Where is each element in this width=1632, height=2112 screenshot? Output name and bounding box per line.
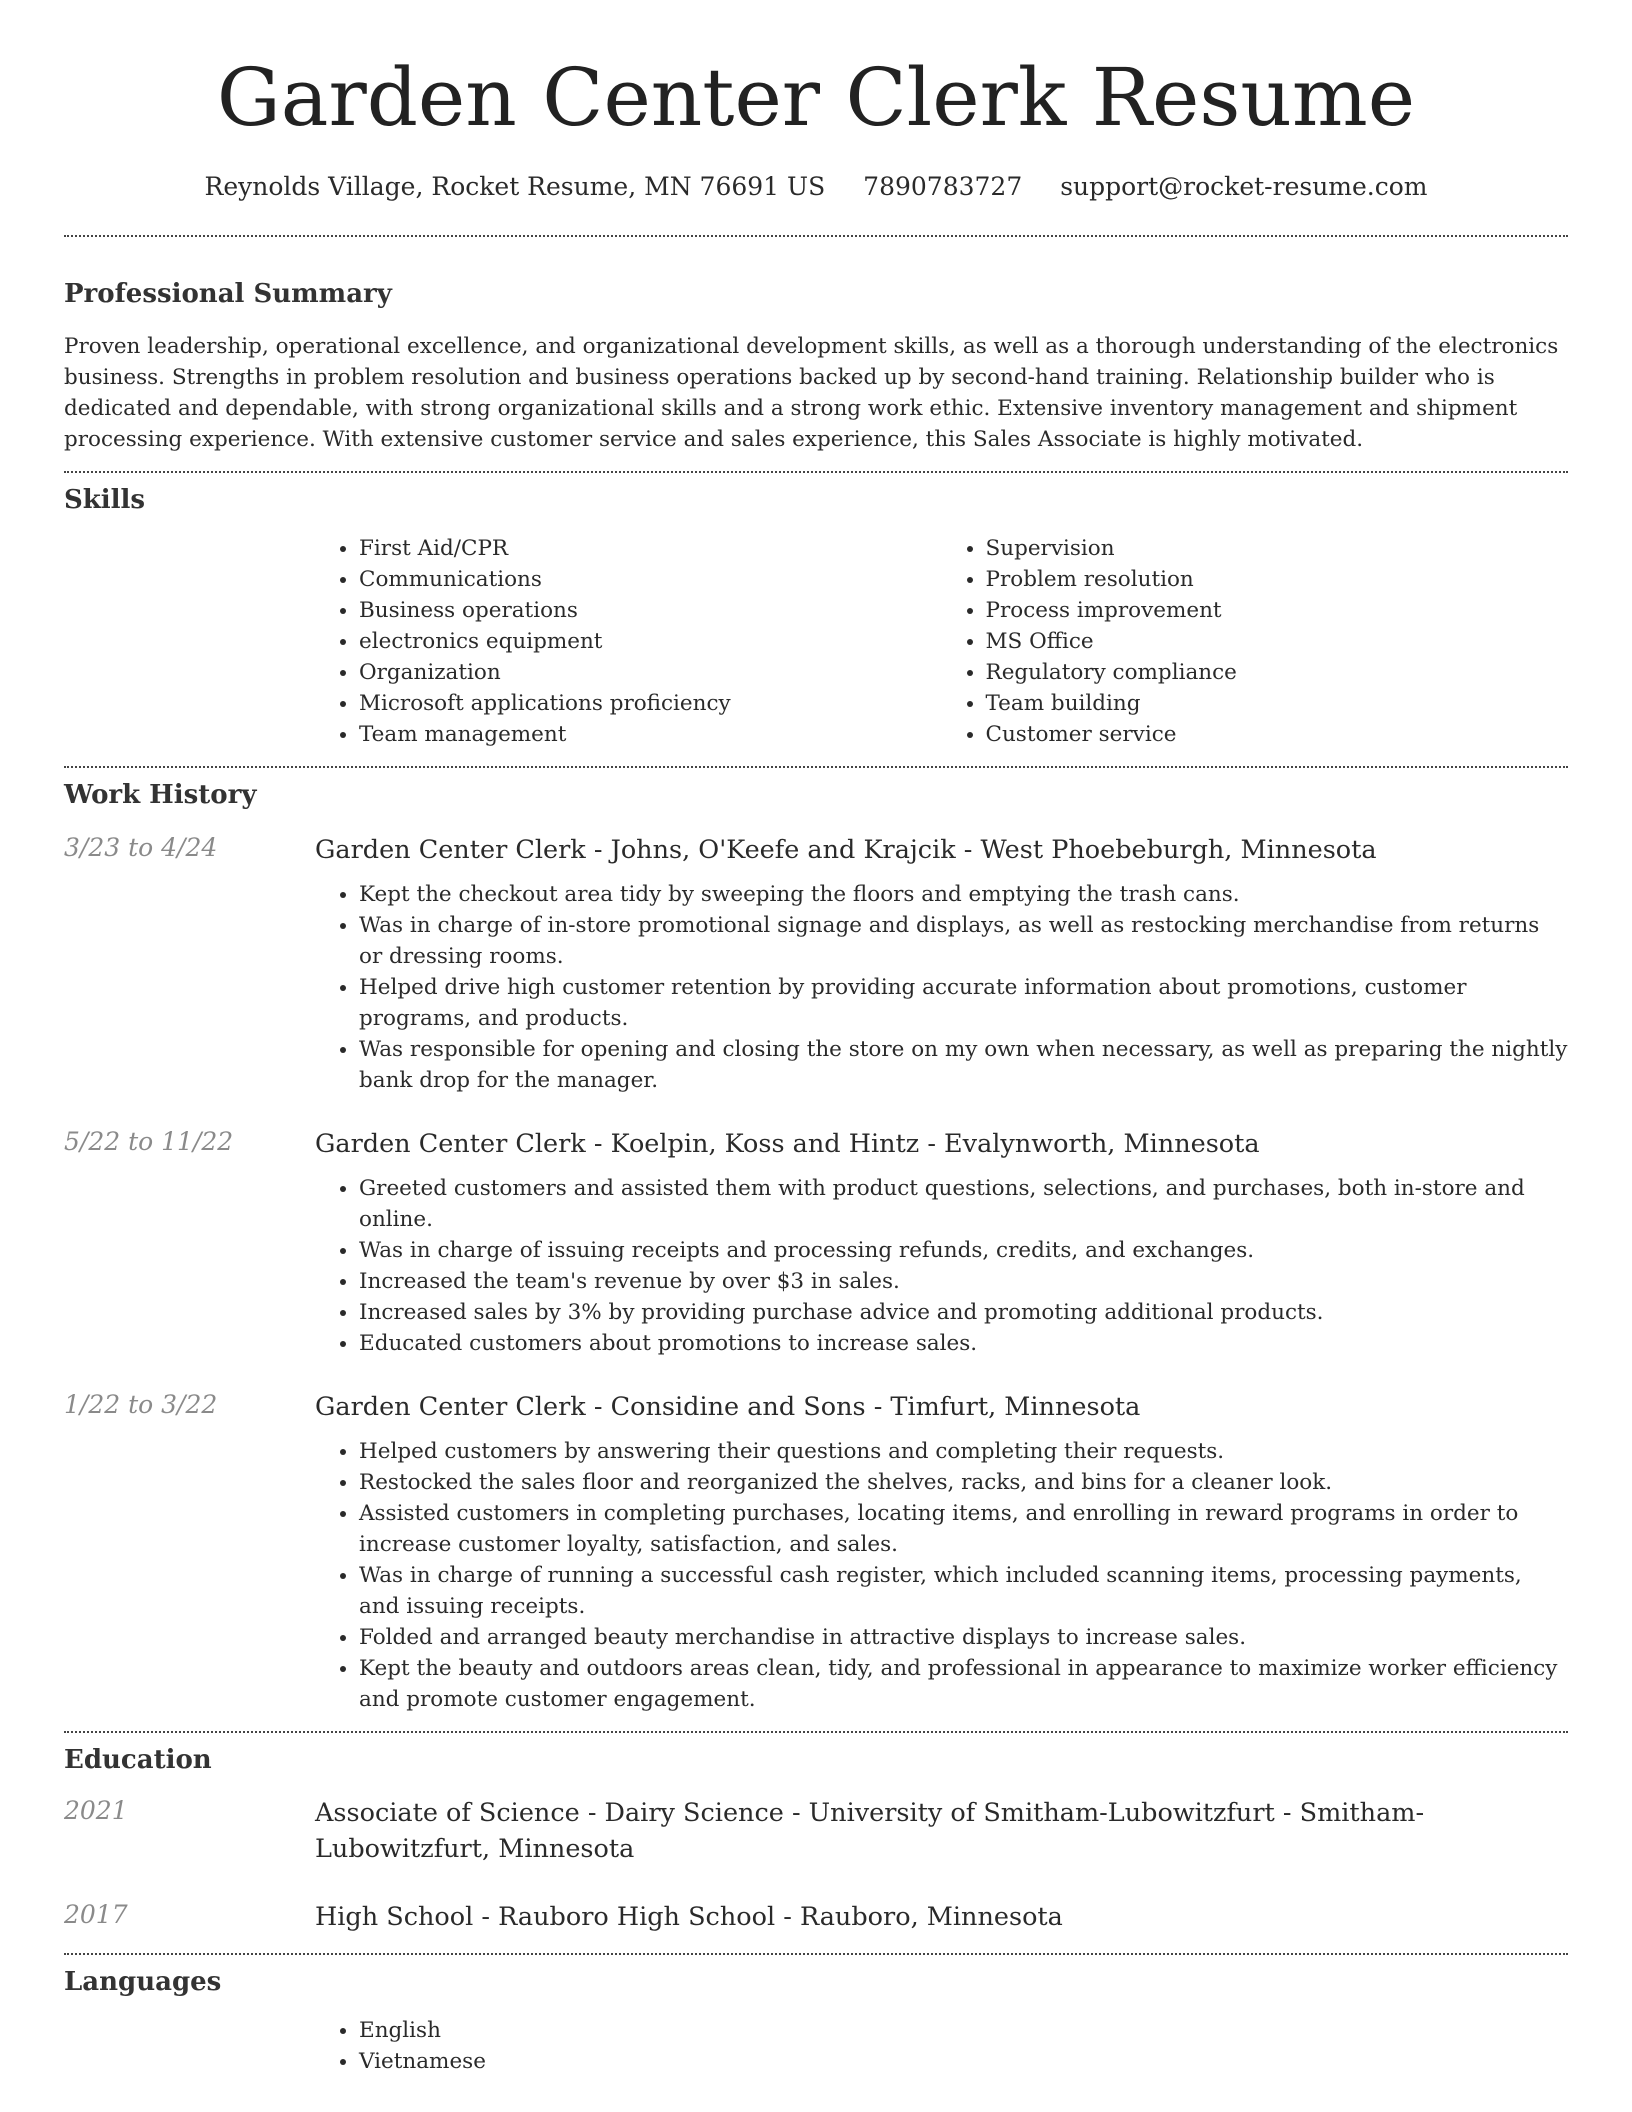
job-title: Garden Center Clerk - Considine and Sons - Timfurt, Minnesota (315, 1392, 1141, 1422)
language-item: • Vietnamese (359, 2046, 1568, 2077)
job-dates: 5/22 to 11/22 (64, 1127, 234, 1156)
section-divider (64, 766, 1568, 768)
section-divider (64, 235, 1568, 237)
job-bullet: • Was in charge of running a successful cash register, which included scanning items, processing payments, and issuing receipts. (359, 1560, 1568, 1622)
skill-item: • Regulatory compliance (986, 657, 1569, 688)
contact-email: support@rocket-resume.com (1060, 172, 1428, 201)
work-heading: Work History (64, 780, 257, 810)
job-bullet: • Was responsible for opening and closing the store on my own when necessary, as well as preparing the nightly bank drop for the manager. (359, 1034, 1568, 1096)
skills-heading: Skills (64, 485, 146, 515)
job-bullet: • Greeted customers and assisted them with product questions, selections, and purchases, both in-store and online. (359, 1173, 1568, 1235)
job-bullets (315, 879, 1568, 1096)
contact-line (64, 172, 1568, 201)
job-entry (64, 832, 1568, 1096)
skill-item: • electronics equipment (359, 626, 942, 657)
skill-item: • Customer service (986, 719, 1569, 750)
job-bullet: • Helped drive high customer retention by providing accurate information about promotions, customer programs, and products. (359, 972, 1568, 1034)
skill-item: • Problem resolution (986, 564, 1569, 595)
education-heading: Education (64, 1745, 212, 1775)
education-entry (64, 1795, 1568, 1867)
skills-column-left (315, 533, 942, 750)
skill-item: • Team building (986, 688, 1569, 719)
job-bullet: • Restocked the sales floor and reorganized the shelves, racks, and bins for a cleaner look. (359, 1467, 1568, 1498)
education-year: 2021 (64, 1796, 128, 1825)
skill-item: • Microsoft applications proficiency (359, 688, 942, 719)
language-item: • English (359, 2015, 1568, 2046)
section-divider (64, 471, 1568, 473)
skill-item: • Team management (359, 719, 942, 750)
skills-list (315, 533, 1568, 750)
job-bullets (315, 1173, 1568, 1359)
skill-item: • Supervision (986, 533, 1569, 564)
languages-heading: Languages (64, 1967, 222, 1997)
skill-item: • Process improvement (986, 595, 1569, 626)
job-bullet: • Increased the team's revenue by over $3 in sales. (359, 1266, 1568, 1297)
skill-item: • Organization (359, 657, 942, 688)
job-title: Garden Center Clerk - Koelpin, Koss and Hintz - Evalynworth, Minnesota (315, 1129, 1260, 1159)
job-bullet: • Educated customers about promotions to increase sales. (359, 1328, 1568, 1359)
job-bullet: • Folded and arranged beauty merchandise in attractive displays to increase sales. (359, 1622, 1568, 1653)
languages-list (315, 2015, 1568, 2077)
job-bullet: • Assisted customers in completing purchases, locating items, and enrolling in reward programs in order to increase customer loyalty, satisfaction, and sales. (359, 1498, 1568, 1560)
education-entry (64, 1899, 1568, 1935)
summary-text: Proven leadership, operational excellence, and organizational development skills, as well as a thorough understanding of the electronics business. Strengths in problem resolution and business operations backed up by second-hand training. Relationship builder who is dedicated and dependable, with strong organizational skills and a strong work ethic. Extensive inventory management and shipment processing experience. With extensive customer service and sales experience, this Sales Associate is highly motivated. (64, 334, 1559, 452)
education-text: High School - Rauboro High School - Rauboro, Minnesota (315, 1902, 1063, 1932)
section-divider (64, 1953, 1568, 1955)
education-text: Associate of Science - Dairy Science - University of Smitham-Lubowitzfurt - Smitham-Lubowitzfurt, Minnesota (315, 1798, 1425, 1864)
job-title: Garden Center Clerk - Johns, O'Keefe and Krajcik - West Phoebeburgh, Minnesota (315, 835, 1377, 865)
skill-item: • Business operations (359, 595, 942, 626)
job-bullets (315, 1436, 1568, 1715)
job-bullet: • Kept the checkout area tidy by sweeping the floors and emptying the trash cans. (359, 879, 1568, 910)
skills-column-right (942, 533, 1569, 750)
job-bullet: • Was in charge of issuing receipts and processing refunds, credits, and exchanges. (359, 1235, 1568, 1266)
job-entry (64, 1389, 1568, 1715)
skill-item: • Communications (359, 564, 942, 595)
contact-address: Reynolds Village, Rocket Resume, MN 76691 US (204, 172, 826, 201)
summary-heading: Professional Summary (64, 279, 392, 309)
resume-page (64, 0, 1568, 2077)
skill-item: • MS Office (986, 626, 1569, 657)
job-bullet: • Kept the beauty and outdoors areas clean, tidy, and professional in appearance to maximize worker efficiency and promote customer engagement. (359, 1653, 1568, 1715)
skill-item: • First Aid/CPR (359, 533, 942, 564)
job-bullet: • Was in charge of in-store promotional signage and displays, as well as restocking merchandise from returns or dressing rooms. (359, 910, 1568, 972)
job-dates: 1/22 to 3/22 (64, 1390, 218, 1419)
job-bullet: • Increased sales by 3% by providing purchase advice and promoting additional products. (359, 1297, 1568, 1328)
job-bullet: • Helped customers by answering their questions and completing their requests. (359, 1436, 1568, 1467)
job-dates: 3/23 to 4/24 (64, 833, 218, 862)
resume-title: Garden Center Clerk Resume (216, 51, 1416, 144)
section-divider (64, 1731, 1568, 1733)
education-year: 2017 (64, 1900, 128, 1929)
contact-phone: 7890783727 (863, 172, 1023, 201)
job-entry (64, 1126, 1568, 1359)
